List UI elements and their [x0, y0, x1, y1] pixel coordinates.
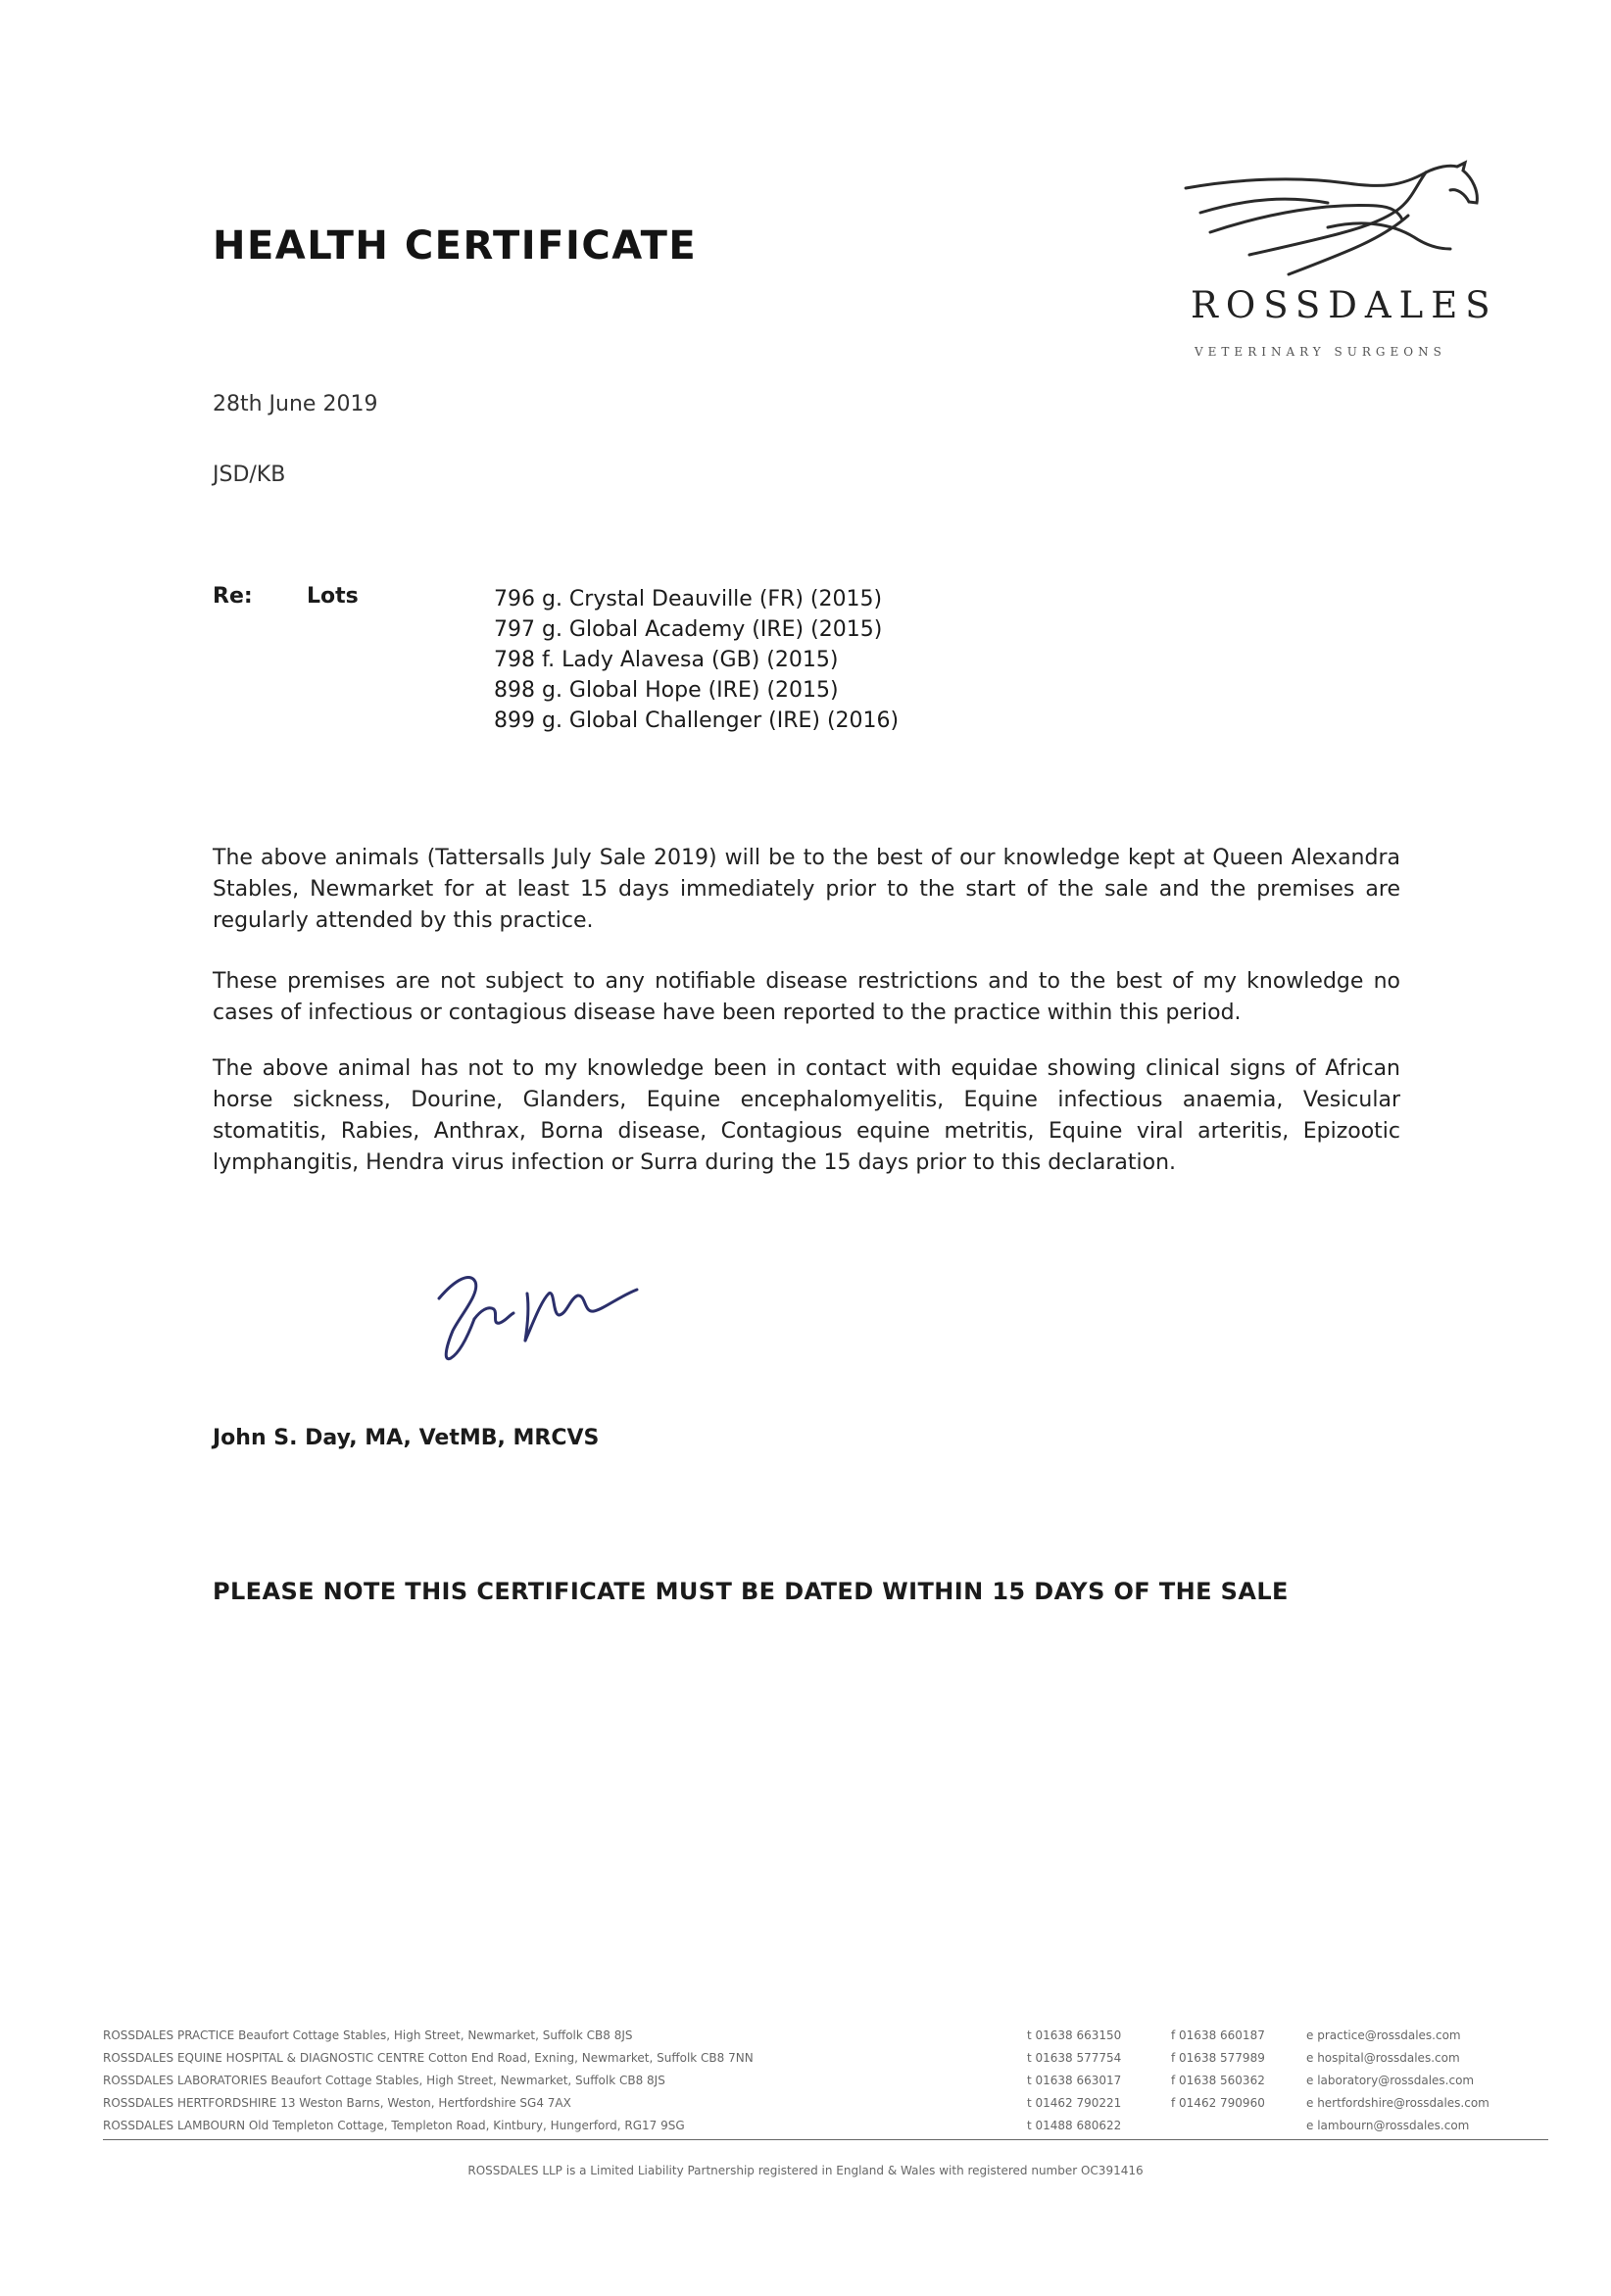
footer-divider [103, 2139, 1548, 2140]
footer-address: ROSSDALES LAMBOURN Old Templeton Cottage, Templeton Road, Kintbury, Hungerford, RG17 9SG [103, 2119, 685, 2132]
paragraph-sale-premises: The above animals (Tattersalls July Sale 2019) will be to the best of our knowledge kept at Queen Alexandra Stables, Newmarket for at least 15 days immediately prior to the start of the sale and the premises are regularly attended by this practice. [213, 846, 1400, 933]
paragraph-disease-restrictions: These premises are not subject to any notifiable disease restrictions and to the best of my knowledge no cases of infectious or contagious disease have been reported to the practice within this period. [213, 969, 1400, 1025]
footer-email: e practice@rossdales.com [1306, 2028, 1461, 2042]
footer-phone: t 01638 663017 [1027, 2074, 1122, 2087]
re-label: Re: [213, 584, 253, 609]
footer-fax: f 01638 660187 [1171, 2028, 1265, 2042]
brand-name: ROSSDALES [1191, 284, 1498, 326]
footer-row [103, 2119, 1534, 2141]
dating-notice: PLEASE NOTE THIS CERTIFICATE MUST BE DATED WITHIN 15 DAYS OF THE SALE [213, 1578, 1289, 1605]
lots-label: Lots [307, 584, 359, 609]
footer-phone: t 01488 680622 [1027, 2119, 1122, 2132]
footer-contacts [103, 2028, 1534, 2141]
footer-fax: f 01638 560362 [1171, 2074, 1265, 2087]
document-title: HEALTH CERTIFICATE [213, 223, 698, 269]
footer-address: ROSSDALES PRACTICE Beaufort Cottage Stables, High Street, Newmarket, Suffolk CB8 8JS [103, 2028, 633, 2042]
footer-address: ROSSDALES LABORATORIES Beaufort Cottage Stables, High Street, Newmarket, Suffolk CB8 8JS [103, 2074, 665, 2087]
signer-name: John S. Day, MA, VetMB, MRCVS [213, 1426, 600, 1450]
letter-date: 28th June 2019 [213, 392, 378, 416]
lots-list [494, 584, 899, 736]
footer-email: e lambourn@rossdales.com [1306, 2119, 1470, 2132]
letter-reference: JSD/KB [213, 463, 286, 487]
footer-row [103, 2074, 1534, 2096]
footer-phone: t 01638 577754 [1027, 2051, 1122, 2065]
rossdales-logo [1181, 159, 1498, 369]
footer-fax: f 01462 790960 [1171, 2096, 1265, 2110]
footer-row [103, 2051, 1534, 2074]
footer-email: e hospital@rossdales.com [1306, 2051, 1460, 2065]
paragraph-declaration: The above animal has not to my knowledge been in contact with equidae showing clinical signs of African horse sickness, Dourine, Glanders, Equine encephalomyelitis, Equine infectious anaemia, Vesicular stomatitis, Rabies, Anthrax, Borna disease, Contagious equine metritis, Equine viral arteritis, Epizootic lymphangitis, Hendra virus infection or Surra during the 15 days prior to this declaration. [213, 1056, 1400, 1175]
footer-phone: t 01462 790221 [1027, 2096, 1122, 2110]
footer-row [103, 2096, 1534, 2119]
footer-fax: f 01638 577989 [1171, 2051, 1265, 2065]
footer-email: e laboratory@rossdales.com [1306, 2074, 1475, 2087]
brand-tagline: VETERINARY SURGEONS [1195, 345, 1446, 359]
galloping-horse-icon [1181, 159, 1494, 286]
registration-statement: ROSSDALES LLP is a Limited Liability Partnership registered in England & Wales with registered number OC391416 [467, 2164, 1144, 2177]
handwritten-signature [431, 1254, 676, 1382]
lot-item: 898 g. Global Hope (IRE) (2015) [494, 678, 839, 703]
footer-phone: t 01638 663150 [1027, 2028, 1122, 2042]
lot-item: 798 f. Lady Alavesa (GB) (2015) [494, 648, 839, 672]
footer-address: ROSSDALES EQUINE HOSPITAL & DIAGNOSTIC CENTRE Cotton End Road, Exning, Newmarket, Suffolk CB8 7NN [103, 2051, 754, 2065]
footer-address: ROSSDALES HERTFORDSHIRE 13 Weston Barns, Weston, Hertfordshire SG4 7AX [103, 2096, 571, 2110]
footer-email: e hertfordshire@rossdales.com [1306, 2096, 1489, 2110]
lot-item: 899 g. Global Challenger (IRE) (2016) [494, 708, 900, 733]
lot-item: 797 g. Global Academy (IRE) (2015) [494, 617, 883, 642]
lot-item: 796 g. Crystal Deauville (FR) (2015) [494, 587, 883, 611]
footer-row [103, 2028, 1534, 2051]
